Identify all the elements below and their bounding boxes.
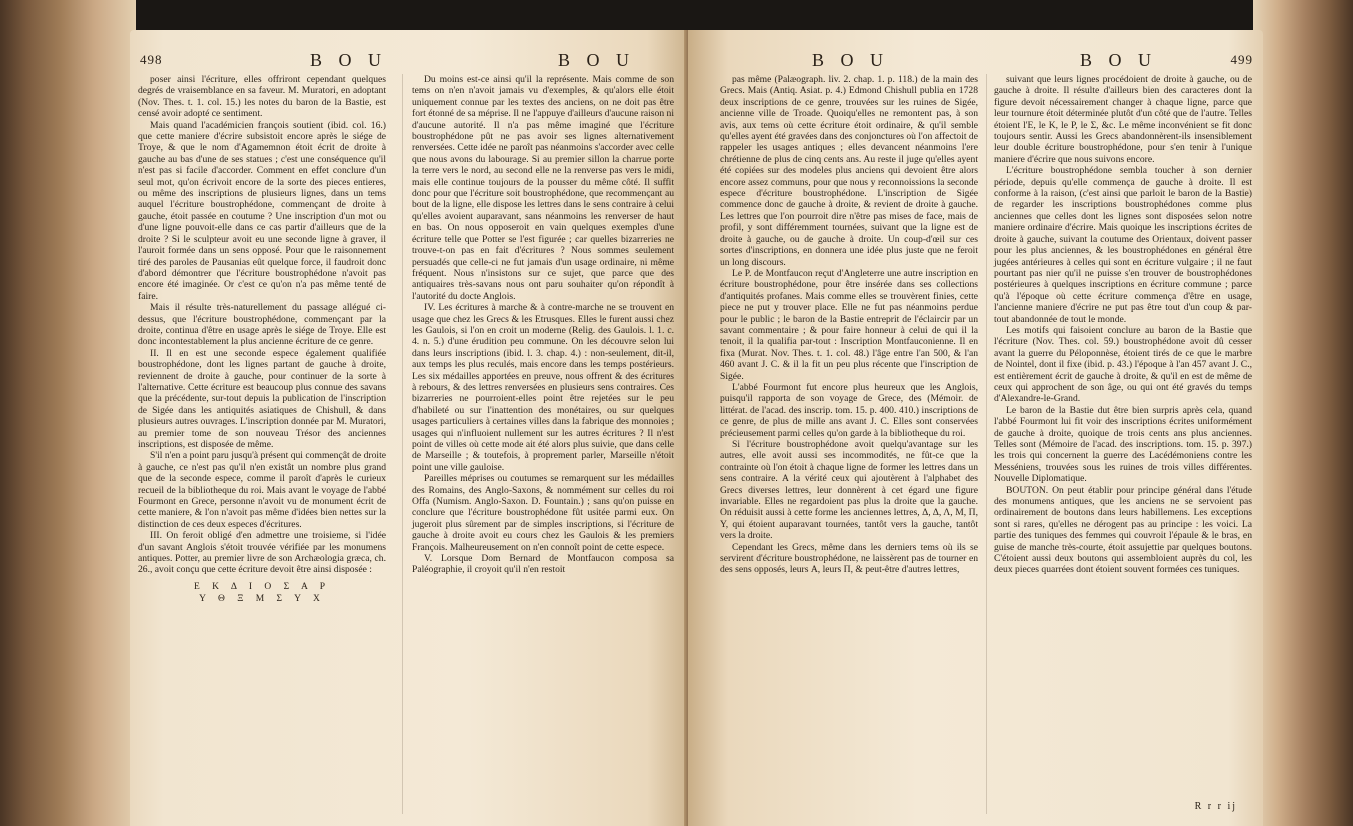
paragraph: L'écriture boustrophédone sembla toucher à son dernier période, depuis qu'elle commença de gauche à droite. Il est conforme à la raison, (c'est ainsi que parloit le baron de la Bastie) de regarder les inscriptions boustrophédones comme plus anciennes que celles dont les lignes sont disposées selon notre maniere ordinaire d'écrire. Mais quoique les inscriptions écrites de droite à gauche, suivant la coutume des Orientaux, doivent passer pour les plus anciennes, & les boustrophédones en général être jugées antérieures à celles qui sont en écriture vulgaire ; il ne faut pourtant pas nier qu'il ne puisse s'en trouver de boustrophédones postérieures à quelques inscriptions en écriture commune ; parce qu'à l'époque où cette écriture commença d'être en usage, l'ancienne maniere d'écrire ne put pas être tout d'un coup & par-tout abandonnée de tout le monde.: [994, 165, 1252, 325]
right-column-2: [994, 74, 1252, 576]
column-divider: [402, 74, 403, 814]
paragraph: Pareilles méprises ou coutumes se remarquent sur les médailles des Romains, des Anglo-Saxons, & nommément sur celles du roi Offa (Numism. Anglo-Saxon. D. Fountain.) ; sans qu'on puisse en conclure que l'écriture boustrophédone fût usitée parmi eux. On jugeroit plus sûrement par de simples inscriptions, si l'écriture de gauche à droite avoit eu cours chez les Gaulois & les premiers François. Malheureusement on n'en connoît point de cette espece.: [412, 473, 674, 553]
paragraph: poser ainsi l'écriture, elles offriront cependant quelques degrés de vraisemblance en sa faveur. M. Muratori, en adoptant (Nov. Thes. t. 1. col. 15.) les notes du baron de la Bastie, est censé avoir adopté ce sentiment.: [138, 74, 386, 120]
paragraph: pas même (Palæograph. liv. 2. chap. 1. p. 118.) de la main des Grecs. Mais (Antiq. Asiat. p. 4.) Edmond Chishull publia en 1728 deux inscriptions de ce genre, trouvées sur les ruines de Sigée, ancienne ville de Troade. Quoiqu'elles ne remontent pas, à son avis, aux tems où cette écriture étoit ordinaire, & qu'il semble qu'elles ayent été gravées dans des conjonctures où l'on affectoit de rappeler les usages antiques ; elles devancent néanmoins l'ere chrétienne de plus de cinq cents ans. Au reste il juge qu'elles ayent été copiées sur des modeles plus anciens qui devoient être alors encore assez communs, pour que nous y reconnoissions la seconde espece d'écriture boustrophédone. L'inscription de Sigée commence donc de gauche à droite, & revient de droite à gauche. Les lettres que l'on pourroit dire n'être pas mises de face, mais de profil, y sont différemment tournées, suivant que la ligne est de droite à gauche, ou de gauche à droite. Un coup-d'œil sur ces sortes d'inscriptions, en donnera une idée plus juste que ne feroit un long discours.: [720, 74, 978, 268]
greek-inscription-line-2: Υ Θ Ξ Μ Σ Υ Χ: [199, 594, 325, 605]
paragraph: Les motifs qui faisoient conclure au baron de la Bastie que l'écriture (Nov. Thes. col. 59.) boustrophédone avoit dû cesser avant la guerre du Péloponnèse, étoient tirés de ce que le marbre de Nointel, dont il fixe (ibid. p. 43.) l'époque à l'an 457 avant J. C., est entièrement écrit de gauche à droite, & qu'il en est de même de ceux qui approchent de son âge, ou qui ont été gravés du temps d'Alexandre-le-Grand.: [994, 324, 1252, 405]
paragraph: Le P. de Montfaucon reçut d'Angleterre une autre inscription en écriture boustrophédone, pour être insérée dans ses collections d'antiquités profanes. Mais comme elles se trouvèrent finies, cette piece ne put y trouver place. Elle ne fut pas néanmoins perdue pour le public ; le baron de la Bastie entreprit de l'éclaircir par un savant commentaire ; & pour faire honneur à celui de qui il la tenoit, il la qualifia par-tout : Inscription Montfauconienne. Il en fixa (Murat. Nov. Thes. t. 1. col. 48.) l'âge entre l'an 500, & l'an 460 avant J. C. & il la fit un peu plus récente que l'inscription de Sigée.: [720, 267, 978, 382]
paragraph: III. On feroit obligé d'en admettre une troisieme, si l'idée d'un savant Anglois s'étoit trouvée vérifiée par les monumens antiques. Potter, au premier livre de son Archæologia græca, ch. 26., avoit conçu que cette écriture devoit être ainsi disposée :: [138, 530, 386, 576]
left-column-2: [412, 74, 674, 576]
left-running-head: B O U: [310, 50, 388, 70]
left-column-1: [138, 74, 386, 606]
left-page-edges: [0, 0, 136, 826]
paragraph: suivant que leurs lignes procédoient de droite à gauche, ou de gauche à droite. Il résulte d'ailleurs bien des caracteres dont la figure devoit nécessairement changer à chaque ligne, parce que leur tournure étoit déterminée plutôt d'un côté que de l'autre. Telles étoient l'Ε, le Κ, le Ρ, le Σ, &c. Le même inconvénient se fit donc toujours sentir. Aussi les Grecs abandonnèrent-ils insensiblement leur double écriture boustrophédone, pour s'en tenir à l'unique maniere d'écrire que nous suivons encore.: [994, 74, 1252, 165]
right-column-1: [720, 74, 978, 576]
right-page-edges: [1253, 0, 1353, 826]
paragraph: IV. Les écritures à marche & à contre-marche ne se trouvent en usage que chez les Grecs & les Etrusques. Elles le furent aussi chez les Gaulois, si l'on en croit un moderne (Relig. des Gaulois. l. 1. c. 4. n. 5.) d'une érudition peu commune. On les découvre selon lui dans leurs inscriptions (ibid. l. 3. chap. 4.) : non-seulement, dit-il, aux temps les plus reculés, mais encore dans les temps postérieurs. Les six médailles apportées en preuve, nous offrent & des écritures à rebours, & des lettres renversées en plusieurs sens contraires. Ces bizarreries ne pourroient-elles point être rejetées sur le peu d'habileté ou sur l'inattention des monétaires, ou sur quelques usages particuliers à certaines villes dans la fabrique des monnoies ; usages qui n'influoient nullement sur les autres écritures ? Il n'est point de villes où cette mode ait été alors plus suivie, que dans celle de Marseille ; & toutefois, à proprement parler, Marseille n'étoit point une ville gauloise.: [412, 302, 674, 473]
column-divider: [986, 74, 987, 814]
left-running-head-col2: B O U: [558, 50, 636, 70]
right-page-number: 499: [1230, 52, 1253, 67]
paragraph: Mais quand l'académicien françois soutient (ibid. col. 16.) que cette maniere d'écrire subsistoit encore après le siége de Troye, & que le nom d'Agamemnon étoit écrit de droite à gauche au bas d'une de ses statues ; c'est une conséquence qu'il n'est pas si facile d'accorder. Comment en effet conclure d'un seul mot, qu'on écrivoit encore de la sorte des pieces entieres, ou même des inscriptions de plusieurs lignes, dans un tems auquel l'écriture boustrophédone, commençant de droite à gauche, étoit passée en coutume ? Une inscription d'un mot ou d'une ligne pouvoit-elle dans ce cas partir d'ailleurs que de la droite ? Si le sculpteur avoit eu une seconde ligne à graver, il l'auroit formée dans un sens opposé. Pour que le raisonnement tiré des paroles de Pausanias eût quelque force, il faudroit donc d'abord démontrer que l'écriture boustrophédone n'avoit pas encore été imaginée. Or c'est ce qu'on n'a pas même tenté de faire.: [138, 119, 386, 302]
paragraph: Si l'écriture boustrophédone avoit quelqu'avantage sur les autres, elle avoit aussi ses incommodités, ne fût-ce que la contrainte où l'on étoit à chaque ligne de former les lettres dans un sens contraire. A la vérité ceux qui ajoutèrent à l'alphabet des Grecs diverses lettres, leur donnèrent à cet égard une figure invariable. Elles ne regardoient pas plus la droite que la gauche. On réduisit aussi à cette forme les anciennes lettres, Δ, Δ, Λ, Μ, Π, Υ, qui étoient auparavant tournées, tantôt vers la gauche, tantôt vers la droite.: [720, 439, 978, 542]
paragraph: BOUTON. On peut établir pour principe général dans l'étude des monumens antiques, que les anciens ne se servoient pas ordinairement de boutons dans leurs habillemens. Les exceptions sont si rares, qu'elles ne dérogent pas au principe : les voici. La partie des tuniques des femmes qui couvroit l'épaule & le bras, en guise de manche très-courte, étoit assujettie par quelques boutons. C'étoient aussi deux boutons qui assembloient auprès du col, les deux pieces quarrées dont étoient souvent formées ces tuniques.: [994, 484, 1252, 576]
right-page: [688, 30, 1263, 826]
paragraph: L'abbé Fourmont fut encore plus heureux que les Anglois, puisqu'il rapporta de son voyage de Grece, des (Mémoir. de littérat. de l'acad. des inscrip. tom. 15. p. 400. 410.) inscriptions de ce genre, de plus de mille ans avant J. C. Elles sont conservées précieusement parmi celles qu'on garde à la bibliotheque du roi.: [720, 381, 978, 439]
left-page-number: 498: [140, 52, 163, 67]
right-running-head-col2: B O U: [1080, 50, 1158, 70]
paragraph: Cependant les Grecs, même dans les derniers tems où ils se servirent d'écriture boustrophédone, ne laissèrent pas de tourner en des sens opposés, leurs Α, leurs Π, & peut-être d'autres lettres,: [720, 541, 978, 576]
paragraph: II. Il en est une seconde espece également qualifiée boustrophédone, dont les lignes partant de gauche à droite, reviennent de droite à gauche, pour continuer de la sorte à l'alternative. Cette écriture est beaucoup plus connue des savans que la précédente, sur-tout depuis la publication de l'inscription de Sigée dans les antiquités asiatiques de Chishull, & dans plusieurs autres ouvrages. L'inscription donnée par M. Muratori, au premier tome de son nouveau Trésor des anciennes inscriptions, est disposée de même.: [138, 347, 386, 450]
right-running-head: B O U: [812, 50, 890, 70]
paragraph: V. Lorsque Dom Bernard de Montfaucon composa sa Paléographie, il croyoit qu'il n'en restoit: [412, 553, 674, 576]
greek-inscription-line-1: Ε Κ Δ Ι Ο Σ Α Ρ: [194, 581, 330, 592]
paragraph: Du moins est-ce ainsi qu'il la représente. Mais comme de son tems on n'en n'avoit jamais vu d'exemples, & qu'alors elle étoit uniquement connue par les textes des anciens, on ne doit pas être fort étonné de sa méprise. Il ne l'appuye d'ailleurs d'aucune raison ni d'aucune autorité. Il n'a pas même imaginé que l'écriture boustrophédone pût ne pas avoir ses lignes alternativement renversées. Cette idée ne paroît pas néanmoins s'accorder avec celle que nous avons du labourage. Si au premier sillon la charrue porte la terre vers le nord, au second elle ne la renverse pas vers le midi, mais elle continue toujours de la pousser du même côté. Il suffit donc pour que l'écriture soit boustrophédone, que recommençant au bout de la ligne, elle dispose les lettres dans le sens contraire à celui qu'elles avoient auparavant, sans néanmoins les renverser de haut en bas. On nous opposeroit en vain quelques exemples d'une écriture telle que Potter se l'est figurée ; car quelles bizarreries ne trouve-t-on pas en fait d'écritures ? Nous sommes seulement persuadés que celle-ci ne fut jamais d'un usage ordinaire, ni même fréquent. Nous n'insistons sur ce sujet, que parce que des antiquaires très-savans nous ont paru souhaiter qu'on répondît à l'autorité du docte Anglois.: [412, 74, 674, 302]
paragraph: S'il n'en a point paru jusqu'à présent qui commençât de droite à gauche, ce n'est pas qu'il n'en existât un nombre plus grand que de la seconde espece, comme il paroît d'après le curieux recueil de la bibliotheque du roi. Mais avant le voyage de l'abbé Fourmont en Grece, personne n'avoit vu de monument écrit de cette maniere, & l'on n'avoit pas même d'idées bien nettes sur la distinction de ces deux especes d'écritures.: [138, 450, 386, 530]
signature-mark: R r r ij: [1194, 801, 1237, 812]
left-page: [130, 30, 692, 826]
paragraph: Mais il résulte très-naturellement du passage allégué ci-dessus, que l'écriture boustrophédone, commençant par la droite, continua d'être en usage après le siége de Troye. Elle est donc incontestablement la plus ancienne écriture de ce genre.: [138, 302, 386, 348]
paragraph: Le baron de la Bastie dut être bien surpris après cela, quand l'abbé Fourmont lui fit voir des inscriptions écrites uniformément de gauche à droite, quoique de trois cents ans plus anciennes. Telles sont (Mémoire de l'acad. des inscriptions. tom. 15. p. 397.) les trois qui concernent la guerre des Lacédémoniens contre les Messéniens, trouvées sous les ruines de trois villes différentes. Nouvelle Diplomatique.: [994, 404, 1252, 485]
